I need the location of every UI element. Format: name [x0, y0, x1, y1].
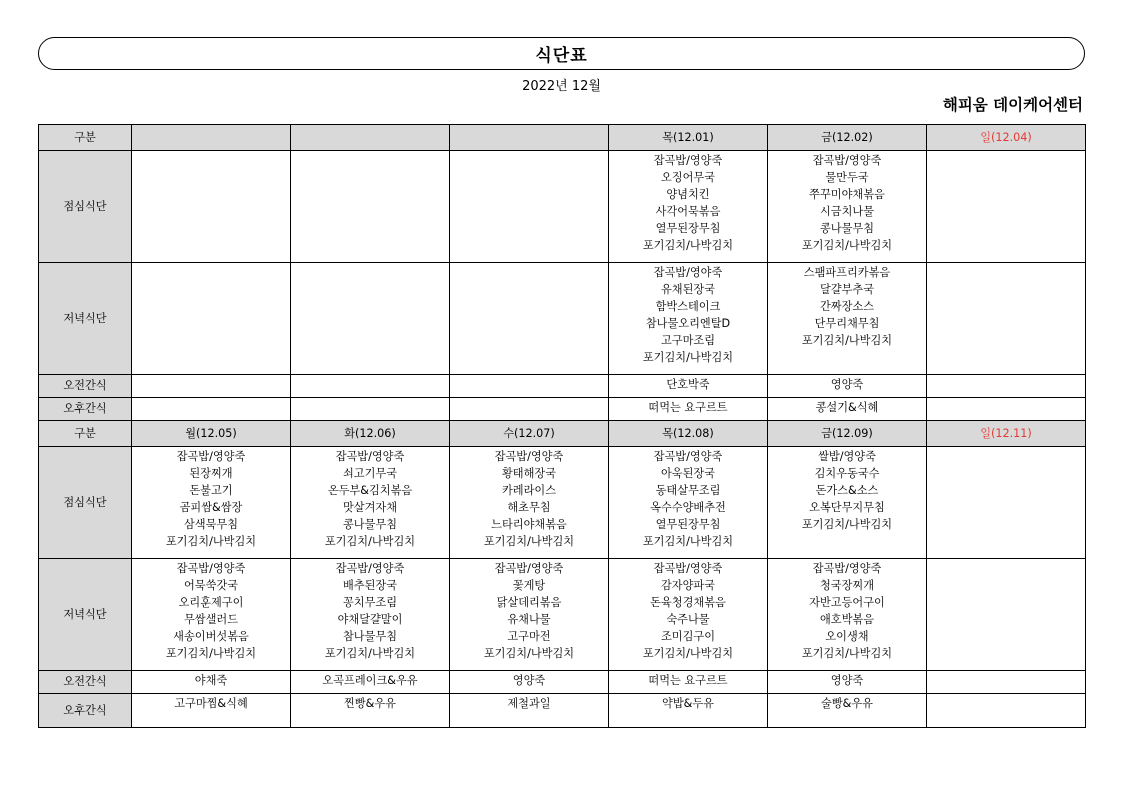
day-header: 화(12.06)	[291, 421, 450, 447]
snack-cell: 영양죽	[768, 375, 927, 398]
menu-item: 잡곡밥/영양죽	[335, 450, 405, 463]
menu-item: 돈육청경채볶음	[650, 595, 726, 609]
pm_snack-label: 오후간식	[39, 694, 132, 728]
menu-item: 김치우동국수	[814, 466, 880, 480]
menu-item: 포기김치/나박김치	[642, 534, 734, 548]
menu-item: 포기김치/나박김치	[801, 646, 893, 660]
menu-item: 간짜장소스	[819, 299, 875, 313]
dinner-row	[39, 559, 1086, 671]
snack-cell	[927, 694, 1086, 728]
snack-cell	[927, 398, 1086, 421]
snack-cell: 영양죽	[450, 671, 609, 694]
menu-item: 느타리야채볶음	[491, 517, 567, 531]
menu-table	[38, 124, 1086, 728]
menu-item: 유채된장국	[660, 282, 716, 296]
snack-cell: 찐빵&우유	[291, 694, 450, 728]
meal-cell	[927, 447, 1086, 559]
meal-cell	[768, 559, 927, 671]
menu-item: 카레라이스	[501, 483, 557, 497]
menu-item: 유채나물	[507, 612, 551, 626]
menu-item: 단무리채무침	[814, 316, 880, 330]
category-header: 구분	[39, 125, 132, 151]
page-title: 식단표	[535, 46, 588, 66]
menu-item: 돈불고기	[189, 483, 233, 497]
meal-cell	[132, 151, 291, 263]
am_snack-label: 오전간식	[39, 375, 132, 398]
snack-cell	[450, 375, 609, 398]
menu-item: 포기김치/나박김치	[483, 534, 575, 548]
menu-item: 포기김치/나박김치	[801, 333, 893, 347]
menu-item: 오이생채	[825, 629, 869, 643]
meal-cell	[609, 559, 768, 671]
menu-item: 스팸파프리카볶음	[803, 266, 891, 279]
menu-item: 잡곡밥/영양죽	[335, 562, 405, 575]
menu-item: 닭살데리볶음	[496, 595, 562, 609]
meal-cell	[291, 263, 450, 375]
menu-item: 오징어무국	[660, 170, 716, 184]
meal-cell	[768, 263, 927, 375]
meal-cell	[609, 151, 768, 263]
menu-item: 감자양파국	[660, 578, 716, 592]
menu-item: 쭈꾸미야채볶음	[809, 187, 885, 201]
pm_snack-row	[39, 398, 1086, 421]
menu-item: 포기김치/나박김치	[642, 238, 734, 252]
menu-item: 야채달걀말이	[337, 612, 403, 626]
menu-item: 포기김치/나박김치	[324, 646, 416, 660]
meal-cell	[927, 559, 1086, 671]
menu-item: 잡곡밥/영양죽	[653, 450, 723, 463]
meal-cell	[450, 151, 609, 263]
meal-cell	[768, 151, 927, 263]
menu-item: 쌀밥/영양죽	[818, 450, 876, 463]
day-header	[132, 125, 291, 151]
snack-cell	[450, 398, 609, 421]
menu-item: 돈가스&소스	[815, 483, 879, 497]
snack-cell: 영양죽	[768, 671, 927, 694]
snack-cell	[927, 671, 1086, 694]
snack-cell: 단호박죽	[609, 375, 768, 398]
dinner-label: 저녁식단	[39, 559, 132, 671]
menu-item: 잡곡밥/영양죽	[494, 450, 564, 463]
day-header: 금(12.09)	[768, 421, 927, 447]
category-header: 구분	[39, 421, 132, 447]
meal-cell	[609, 263, 768, 375]
snack-cell: 고구마찜&식혜	[132, 694, 291, 728]
meal-cell	[450, 559, 609, 671]
snack-cell: 떠먹는 요구르트	[609, 398, 768, 421]
menu-item: 꽃게탕	[512, 578, 546, 592]
menu-item: 동태살무조림	[655, 483, 721, 497]
menu-item: 잡곡밥/영양죽	[494, 562, 564, 575]
menu-item: 아욱된장국	[660, 466, 716, 480]
menu-item: 포기김치/나박김치	[642, 646, 734, 660]
day-header: 목(12.01)	[609, 125, 768, 151]
meal-cell	[132, 559, 291, 671]
menu-item: 새송이버섯볶음	[173, 629, 249, 643]
day-header: 금(12.02)	[768, 125, 927, 151]
meal-cell	[132, 447, 291, 559]
menu-item: 잡곡밥/영양죽	[653, 562, 723, 575]
menu-item: 열무된장무침	[655, 517, 721, 531]
day-header: 목(12.08)	[609, 421, 768, 447]
pm_snack-label: 오후간식	[39, 398, 132, 421]
menu-item: 잡곡밥/영야죽	[653, 266, 723, 279]
dinner-label: 저녁식단	[39, 263, 132, 375]
day-header	[291, 125, 450, 151]
center-name: 해피움 데이케어센터	[942, 96, 1083, 114]
meal-cell	[927, 263, 1086, 375]
menu-item: 쇠고기무국	[342, 466, 398, 480]
snack-cell: 야채죽	[132, 671, 291, 694]
menu-item: 물만두국	[825, 170, 869, 184]
menu-item: 포기김치/나박김치	[642, 350, 734, 364]
snack-cell	[291, 398, 450, 421]
menu-item: 맛살겨자채	[342, 500, 398, 514]
menu-item: 잡곡밥/영양죽	[176, 450, 246, 463]
title-box	[38, 37, 1085, 70]
meal-cell	[927, 151, 1086, 263]
menu-item: 숙주나물	[666, 612, 710, 626]
snack-cell	[927, 375, 1086, 398]
snack-cell: 약밥&두유	[609, 694, 768, 728]
day-header: 일(12.11)	[927, 421, 1086, 447]
dinner-row	[39, 263, 1086, 375]
menu-item: 고구마전	[507, 629, 551, 643]
am_snack-row	[39, 671, 1086, 694]
meal-cell	[291, 447, 450, 559]
meal-cell	[132, 263, 291, 375]
menu-item: 참나물무침	[342, 629, 398, 643]
menu-item: 함박스테이크	[655, 299, 721, 313]
menu-item: 자반고등어구이	[809, 595, 885, 609]
snack-cell: 제철과일	[450, 694, 609, 728]
menu-item: 포기김치/나박김치	[801, 517, 893, 531]
menu-item: 포기김치/나박김치	[324, 534, 416, 548]
menu-item: 포기김치/나박김치	[165, 534, 257, 548]
meal-cell	[291, 151, 450, 263]
day-header-row	[39, 421, 1086, 447]
pm_snack-row	[39, 694, 1086, 728]
lunch-row	[39, 447, 1086, 559]
day-header: 월(12.05)	[132, 421, 291, 447]
menu-item: 콩나물무침	[342, 517, 398, 531]
snack-cell: 콩설기&식혜	[768, 398, 927, 421]
menu-item: 된장찌개	[189, 466, 233, 480]
menu-item: 청국장찌개	[819, 578, 875, 592]
snack-cell	[291, 375, 450, 398]
lunch-label: 점심식단	[39, 151, 132, 263]
menu-item: 해초무침	[507, 500, 551, 514]
menu-item: 시금치나물	[819, 204, 875, 218]
menu-item: 황태해장국	[501, 466, 557, 480]
menu-item: 달걀부추국	[819, 282, 875, 296]
meal-cell	[609, 447, 768, 559]
menu-item: 잡곡밥/영양죽	[653, 154, 723, 167]
menu-item: 배추된장국	[342, 578, 398, 592]
menu-item: 곰피쌈&쌈장	[179, 500, 243, 514]
menu-item: 잡곡밥/영양죽	[176, 562, 246, 575]
am_snack-label: 오전간식	[39, 671, 132, 694]
menu-item: 참나물오리엔탈D	[645, 316, 731, 330]
menu-item: 포기김치/나박김치	[165, 646, 257, 660]
snack-cell	[132, 375, 291, 398]
day-header-row	[39, 125, 1086, 151]
am_snack-row	[39, 375, 1086, 398]
meal-cell	[450, 263, 609, 375]
menu-item: 잡곡밥/영양죽	[812, 562, 882, 575]
menu-item: 애호박볶음	[819, 612, 875, 626]
snack-cell: 떠먹는 요구르트	[609, 671, 768, 694]
lunch-row	[39, 151, 1086, 263]
meal-cell	[291, 559, 450, 671]
menu-item: 무쌈샐러드	[183, 612, 239, 626]
snack-cell: 오곡프레이크&우유	[291, 671, 450, 694]
menu-item: 사각어묵볶음	[655, 204, 721, 218]
day-header: 수(12.07)	[450, 421, 609, 447]
menu-item: 오복단무지무침	[809, 500, 885, 514]
menu-item: 잡곡밥/영양죽	[812, 154, 882, 167]
meal-cell	[768, 447, 927, 559]
menu-item: 조미김구이	[660, 629, 716, 643]
snack-cell: 술빵&우유	[768, 694, 927, 728]
day-header: 일(12.04)	[927, 125, 1086, 151]
month-subtitle: 2022년 12월	[522, 79, 601, 94]
menu-item: 오리훈제구이	[178, 595, 244, 609]
menu-item: 포기김치/나박김치	[483, 646, 575, 660]
menu-item: 온두부&김치볶음	[327, 483, 413, 497]
menu-item: 삼색묵무침	[183, 517, 239, 531]
menu-item: 양념치킨	[666, 187, 710, 201]
menu-item: 포기김치/나박김치	[801, 238, 893, 252]
menu-item: 콩나물무침	[819, 221, 875, 235]
menu-item: 옥수수양배추전	[650, 500, 726, 514]
lunch-label: 점심식단	[39, 447, 132, 559]
menu-item: 고구마조림	[660, 333, 716, 347]
day-header	[450, 125, 609, 151]
snack-cell	[132, 398, 291, 421]
menu-item: 열무된장무침	[655, 221, 721, 235]
meal-cell	[450, 447, 609, 559]
menu-item: 꽁치무조림	[342, 595, 398, 609]
menu-item: 어묵쑥갓국	[183, 578, 239, 592]
